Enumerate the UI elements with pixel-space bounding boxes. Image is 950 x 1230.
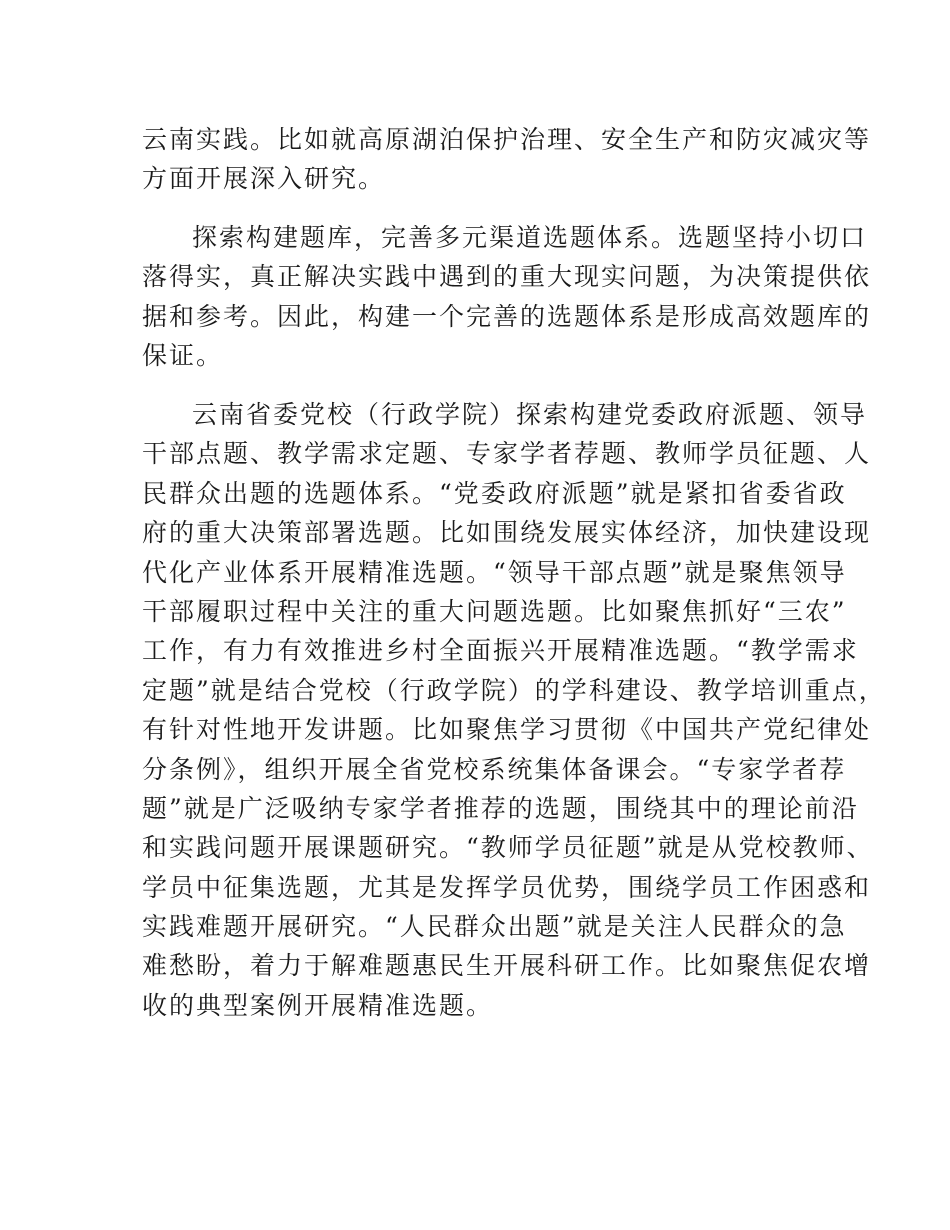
text-line: 探索构建题库，完善多元渠道选题体系。选题坚持小切口	[192, 223, 868, 252]
text-line: 实践难题开展研究。“人民群众出题”就是关注人民群众的急	[142, 912, 847, 942]
text-line: 定题”就是结合党校（行政学院）的学科建设、教学培训重点，	[142, 675, 886, 705]
text-line: 据和参考。因此，构建一个完善的选题体系是形成高效题库的	[142, 301, 872, 331]
text-line: 分条例》，组织开展全省党校系统集体备课会。“专家学者荐	[142, 754, 847, 784]
paragraph-continuation	[142, 121, 872, 200]
text-line: 代化产业体系开展精准选题。“领导干部点题”就是聚焦领导	[142, 557, 847, 587]
text-line: 干部履职过程中关注的重大问题选题。比如聚焦抓好“三农”	[142, 596, 847, 626]
text-line: 云南省委党校（行政学院）探索构建党委政府派题、领导	[192, 400, 868, 429]
text-line: 工作，有力有效推进乡村全面振兴开展精准选题。“教学需求	[142, 636, 859, 666]
text-line: 落得实，真正解决实践中遇到的重大现实问题，为决策提供依	[142, 262, 872, 292]
text-line: 府的重大决策部署选题。比如围绕发展实体经济，加快建设现	[142, 518, 872, 548]
text-line: 民群众出题的选题体系。“党委政府派题”就是紧扣省委省政	[142, 478, 847, 508]
text-line: 学员中征集选题，尤其是发挥学员优势，围绕学员工作困惑和	[142, 872, 872, 902]
text-line: 方面开展深入研究。	[142, 164, 386, 194]
text-line: 干部点题、教学需求定题、专家学者荐题、教师学员征题、人	[142, 439, 872, 469]
text-line: 有针对性地开发讲题。比如聚焦学习贯彻《中国共产党纪律处	[142, 715, 872, 745]
text-line: 云南实践。比如就高原湖泊保护治理、安全生产和防灾减灾等	[142, 125, 872, 154]
text-line: 题”就是广泛吸纳专家学者推荐的选题，围绕其中的理论前沿	[142, 793, 859, 823]
text-line: 收的典型案例开展精准选题。	[142, 990, 494, 1020]
text-line: 和实践问题开展课题研究。“教师学员征题”就是从党校教师、	[142, 833, 874, 863]
text-line: 难愁盼，着力于解难题惠民生开展科研工作。比如聚焦促农增	[142, 951, 872, 981]
text-line: 保证。	[142, 341, 224, 371]
paragraph-topic-system	[142, 396, 886, 1026]
paragraph-question-bank	[142, 219, 872, 377]
